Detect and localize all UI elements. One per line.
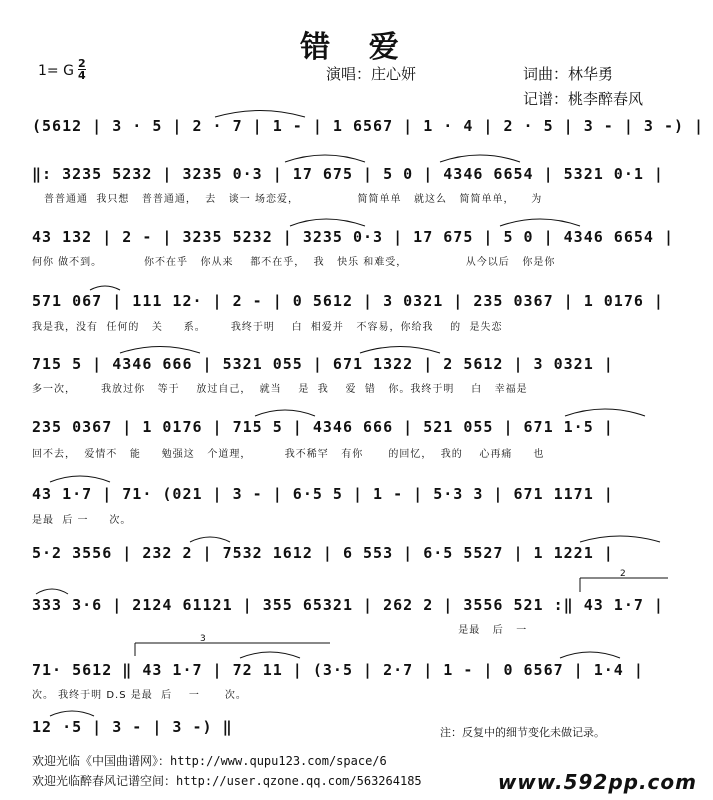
score-line-8-notes: 5·2 3556 | 232 2 | 7532 1612 | 6 553 | 6·5 5527 | 1 1221 | — [32, 544, 614, 562]
footer-line-2: 欢迎光临醉春风记谱空间：http://user.qzone.qq.com/563264185 — [32, 774, 422, 788]
score-line-1-notes: (5612 | 3 · 5 | 2 · 7 | 1 - | 1 6567 | 1 · 4 | 2 · 5 | 3 - | 3 -) | — [32, 117, 705, 135]
slur-mark — [290, 219, 365, 226]
score-line-5-lyrics: 多一次， 我放过你 等于 放过自己， 就当 是 我 爱 错 你。我终于明 白 幸福是 — [32, 384, 528, 395]
volta-number: 3 — [200, 634, 206, 644]
slur-mark — [36, 589, 68, 594]
composer: 词曲：林华勇 — [523, 65, 614, 83]
song-title: 错 爱 — [300, 30, 413, 65]
slur-mark — [360, 347, 440, 354]
score-line-4-lyrics: 我是我，没有 任何的 关 系。 我终于明 白 相爱并 不容易，你给我 的 是失恋 — [32, 322, 503, 333]
score-line-6-lyrics: 回不去， 爱情不 能 勉强这 个道理， 我不稀罕 有你 的回忆， 我的 心再痛 也 — [32, 449, 545, 460]
time-signature-bottom: 4 — [78, 69, 86, 82]
score-line-6-notes: 235 0367 | 1 0176 | 715 5 | 4346 666 | 521 055 | 671 1·5 | — [32, 418, 614, 436]
score-line-9-lyrics: 是最 后 一 — [32, 625, 528, 636]
volta-bracket — [135, 643, 330, 656]
slur-mark — [580, 536, 660, 542]
slur-mark — [90, 286, 120, 290]
score-line-7-notes: 43 1·7 | 71· (021 | 3 - | 6·5 5 | 1 - | 5·3 3 | 671 1171 | — [32, 485, 614, 503]
slur-mark — [255, 410, 315, 416]
score-line-10-notes: 71· 5612 ‖ 43 1·7 | 72 11 | (3·5 | 2·7 | 1 - | 0 6567 | 1·4 | — [32, 661, 644, 679]
volta-bracket — [580, 578, 668, 592]
slur-mark — [440, 155, 520, 162]
tie-mark — [215, 111, 305, 118]
score-line-7-lyrics: 是最 后 一 次。 — [32, 515, 132, 526]
transcriber: 记谱：桃李醉春风 — [523, 90, 644, 108]
score-line-10-lyrics: 次。 我终于明 D.S 是最 后 一 次。 — [32, 690, 247, 701]
transcription-note: 注：反复中的细节变化未做记录。 — [440, 726, 605, 739]
slur-mark — [500, 219, 580, 226]
footer-line-1: 欢迎光临《中国曲谱网》：http://www.qupu123.com/space/6 — [32, 754, 387, 768]
slur-mark — [50, 711, 94, 716]
slur-mark — [565, 409, 645, 416]
slur-mark — [190, 537, 230, 542]
slur-mark — [285, 155, 365, 162]
score-line-5-notes: 715 5 | 4346 666 | 5321 055 | 671 1322 | 2 5612 | 3 0321 | — [32, 355, 614, 373]
slur-mark — [560, 652, 620, 658]
site-brand: www.592pp.com — [497, 770, 697, 794]
slur-mark — [240, 652, 300, 658]
score-line-3-lyrics: 何你 做不到。 你不在乎 你从来 都不在乎， 我 快乐 和难受， 从今以后 你是你 — [32, 257, 556, 268]
score-line-4-notes: 571 067 | 111 12· | 2 - | 0 5612 | 3 0321 | 235 0367 | 1 0176 | — [32, 292, 664, 310]
score-line-9-notes: 333 3·6 | 2124 61121 | 355 65321 | 262 2 | 3556 521 :‖ 43 1·7 | — [32, 596, 664, 614]
score-line-11-notes: 12 ·5 | 3 - | 3 -) ‖ — [32, 718, 233, 736]
time-signature-top: 2 — [78, 57, 86, 70]
score-line-3-notes: 43 132 | 2 - | 3235 5232 | 3235 0·3 | 17 675 | 5 0 | 4346 6654 | — [32, 228, 674, 246]
score-line-2-notes: ‖: 3235 5232 | 3235 0·3 | 17 675 | 5 0 | 4346 6654 | 5321 0·1 | — [32, 165, 664, 183]
slur-mark — [50, 476, 110, 482]
performer: 演唱：庄心妍 — [326, 65, 417, 83]
key-signature: 1= G — [38, 63, 74, 79]
volta-number: 2 — [620, 569, 626, 579]
score-line-2-lyrics: 普普通通 我只想 普普通通， 去 谈一 场恋爱， 简简单单 就这么 简简单单， 为 — [44, 194, 543, 205]
slur-mark — [120, 347, 200, 354]
